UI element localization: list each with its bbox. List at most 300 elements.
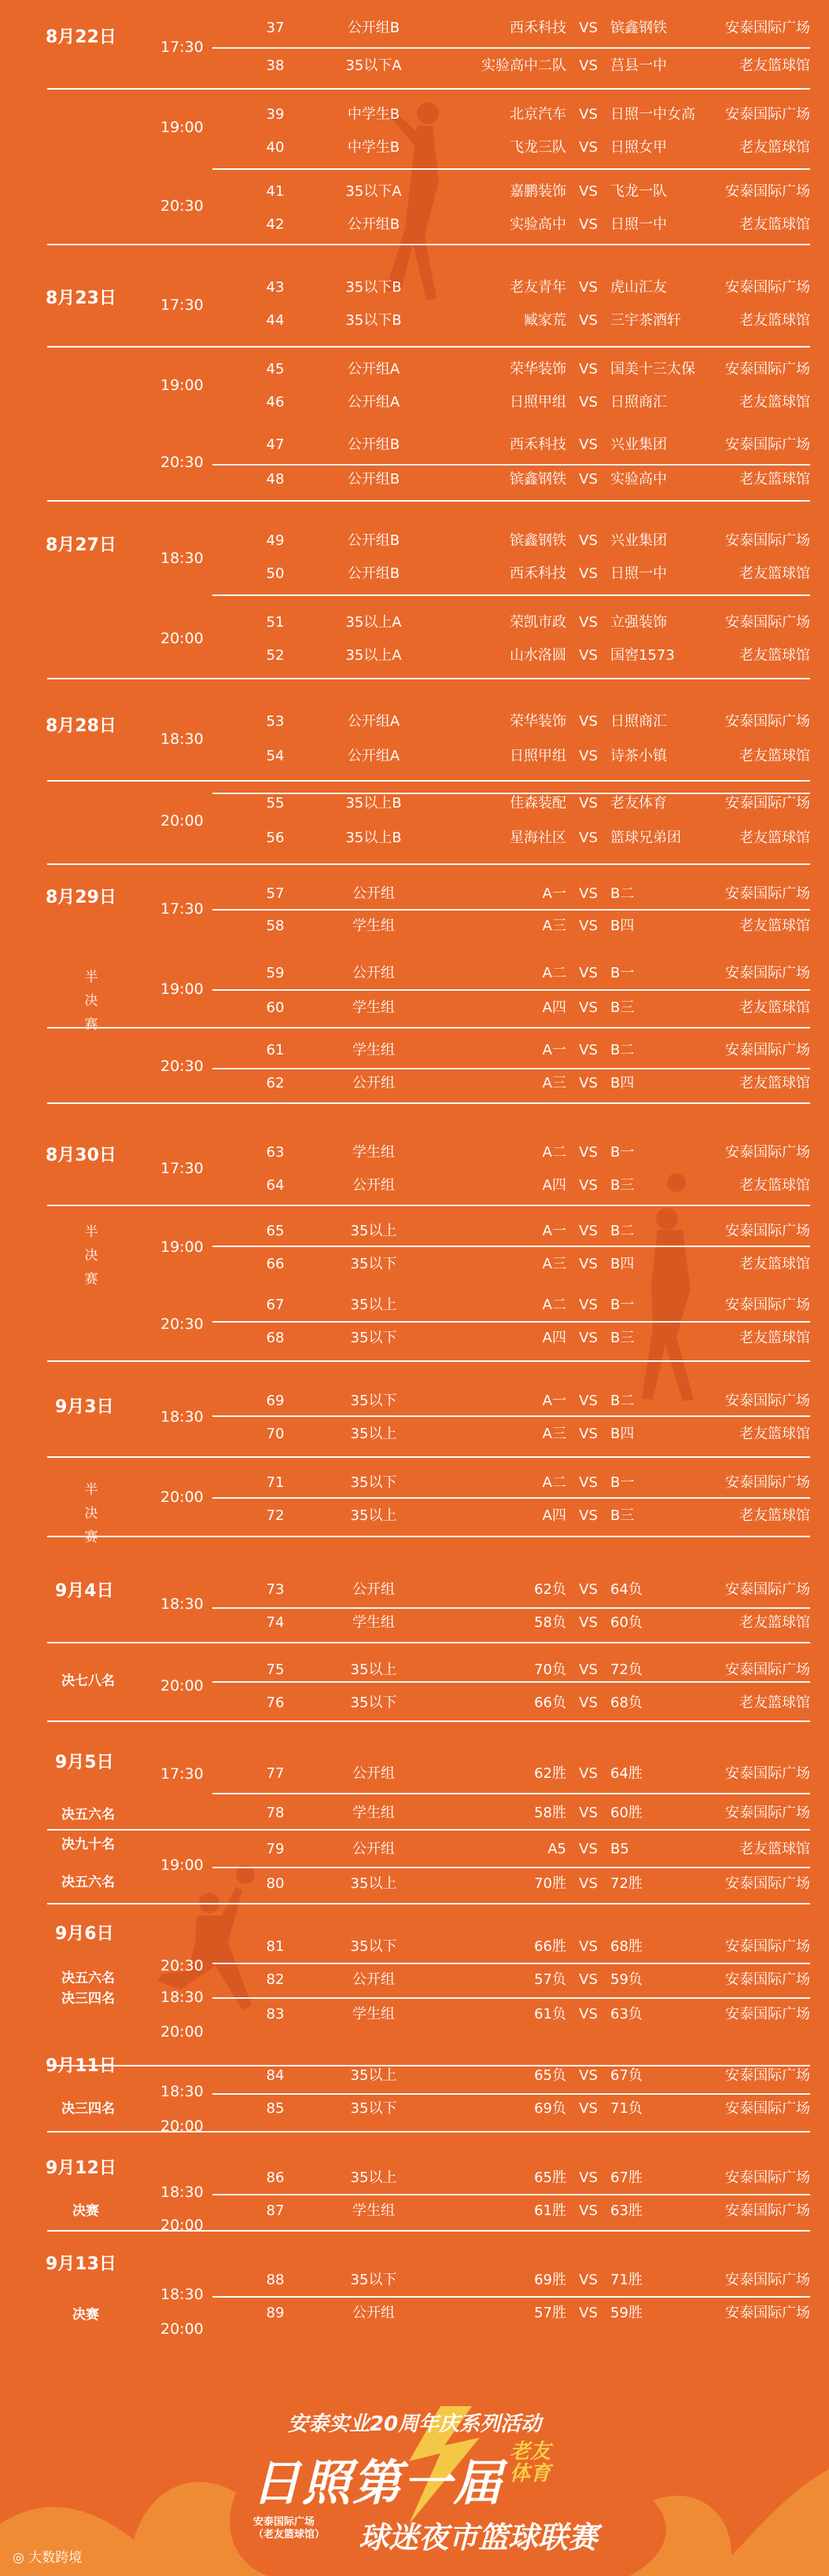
vs-label: VS xyxy=(579,532,598,549)
match-group: 35以上 xyxy=(350,1875,397,1892)
table-row xyxy=(260,272,810,304)
team-home: 西禾科技 xyxy=(510,20,566,36)
vs-label: VS xyxy=(579,1042,598,1058)
vs-label: VS xyxy=(579,2305,598,2321)
team-home: A一 xyxy=(542,885,566,902)
match-group: 35以下 xyxy=(350,2100,397,2117)
match-venue: 安泰国际广场 xyxy=(725,1971,810,1988)
row-divider xyxy=(212,1867,810,1868)
vs-label: VS xyxy=(579,1474,598,1491)
match-number: 52 xyxy=(266,647,285,664)
match-venue: 老友篮球馆 xyxy=(739,1256,810,1272)
team-home: 66负 xyxy=(534,1695,566,1711)
match-venue: 安泰国际广场 xyxy=(725,2100,810,2117)
match-number: 57 xyxy=(266,885,285,902)
table-row xyxy=(260,464,810,495)
match-number: 63 xyxy=(266,1144,285,1161)
match-venue: 安泰国际广场 xyxy=(725,2305,810,2321)
table-row xyxy=(260,2298,810,2329)
row-divider xyxy=(47,1536,810,1537)
team-away: 日照女甲 xyxy=(610,139,667,156)
match-time: 20:00 xyxy=(160,1677,204,1695)
team-home: A一 xyxy=(542,1042,566,1058)
vs-label: VS xyxy=(579,713,598,730)
match-time: 20:30 xyxy=(160,1957,204,1974)
match-group: 公开组A xyxy=(347,713,400,730)
team-away: 71胜 xyxy=(610,2272,643,2288)
match-venue: 安泰国际广场 xyxy=(725,361,810,377)
table-row xyxy=(260,558,810,590)
match-number: 54 xyxy=(266,748,285,764)
table-row xyxy=(260,354,810,385)
match-venue: 安泰国际广场 xyxy=(725,532,810,549)
match-number: 50 xyxy=(266,565,285,582)
team-home: 荣华装饰 xyxy=(510,361,566,377)
match-group: 公开组A xyxy=(347,394,400,410)
team-away: 日照一中女高 xyxy=(610,106,695,123)
vs-label: VS xyxy=(579,1223,598,1239)
match-date: 9月4日 xyxy=(55,1581,114,1601)
team-home: 西禾科技 xyxy=(510,436,566,453)
match-venue: 安泰国际广场 xyxy=(725,2006,810,2022)
match-group: 35以上 xyxy=(350,1662,397,1678)
team-home: 佳森装配 xyxy=(510,795,566,811)
match-time: 17:30 xyxy=(160,900,204,918)
row-divider xyxy=(212,1963,810,1964)
match-group: 35以上 xyxy=(350,1426,397,1442)
team-home: 57负 xyxy=(534,1971,566,1988)
match-time: 18:30 xyxy=(160,2083,204,2100)
match-group: 35以下 xyxy=(350,1256,397,1272)
match-number: 85 xyxy=(266,2100,285,2117)
match-number: 69 xyxy=(266,1393,285,1409)
table-row xyxy=(260,1137,810,1168)
vs-label: VS xyxy=(579,1875,598,1892)
table-row xyxy=(260,1323,810,1354)
venue-note xyxy=(253,2516,325,2541)
vs-label: VS xyxy=(579,139,598,156)
vs-label: VS xyxy=(579,1075,598,1091)
team-away: B一 xyxy=(610,1144,635,1161)
match-time: 20:30 xyxy=(160,454,204,471)
match-time: 20:00 xyxy=(160,2320,204,2338)
match-group: 35以上A xyxy=(345,614,402,631)
match-group: 学生组 xyxy=(352,2202,395,2219)
match-venue: 安泰国际广场 xyxy=(725,1042,810,1058)
match-venue: 老友篮球馆 xyxy=(739,1695,810,1711)
match-venue: 安泰国际广场 xyxy=(725,1581,810,1598)
team-away: 诗茶小镇 xyxy=(610,748,667,764)
vs-label: VS xyxy=(579,1765,598,1782)
match-venue: 安泰国际广场 xyxy=(725,1393,810,1409)
table-row xyxy=(260,2162,810,2194)
team-home: 66胜 xyxy=(534,1938,566,1955)
team-home: 58负 xyxy=(534,1614,566,1631)
vs-label: VS xyxy=(579,999,598,1016)
vs-label: VS xyxy=(579,106,598,123)
team-away: B四 xyxy=(610,1256,635,1272)
match-group: 35以上 xyxy=(350,1223,397,1239)
match-group: 学生组 xyxy=(352,1614,395,1631)
match-number: 77 xyxy=(266,1765,285,1782)
table-row xyxy=(260,1834,810,1865)
vs-label: VS xyxy=(579,1330,598,1346)
match-number: 47 xyxy=(266,436,285,453)
match-venue: 老友篮球馆 xyxy=(739,1177,810,1194)
row-divider xyxy=(212,168,810,170)
vs-label: VS xyxy=(579,20,598,36)
match-number: 45 xyxy=(266,361,285,377)
match-number: 79 xyxy=(266,1841,285,1857)
row-divider xyxy=(47,1102,810,1104)
team-home: 荣华装饰 xyxy=(510,713,566,730)
match-number: 66 xyxy=(266,1256,285,1272)
vs-label: VS xyxy=(579,1256,598,1272)
match-group: 学生组 xyxy=(352,2006,395,2022)
team-away: 68胜 xyxy=(610,1938,643,1955)
match-group: 学生组 xyxy=(352,1144,395,1161)
logo-icon: ◎ xyxy=(13,2550,29,2566)
match-number: 83 xyxy=(266,2006,285,2022)
team-away: 60胜 xyxy=(610,1805,643,1821)
match-group: 35以下A xyxy=(345,183,402,200)
match-venue: 老友篮球馆 xyxy=(739,1330,810,1346)
match-number: 49 xyxy=(266,532,285,549)
match-group: 35以下A xyxy=(345,57,402,74)
match-venue: 安泰国际广场 xyxy=(725,614,810,631)
team-away: 日照商汇 xyxy=(610,394,667,410)
team-away: 莒县一中 xyxy=(610,57,667,74)
team-home: A二 xyxy=(542,1144,566,1161)
table-row xyxy=(260,607,810,638)
match-number: 61 xyxy=(266,1042,285,1058)
match-group: 35以上 xyxy=(350,1507,397,1524)
table-row xyxy=(260,2195,810,2227)
team-home: 镔鑫钢铁 xyxy=(510,471,566,488)
row-divider xyxy=(47,500,810,502)
vs-label: VS xyxy=(579,1393,598,1409)
match-time: 20:30 xyxy=(160,1058,204,1075)
team-away: 59负 xyxy=(610,1971,643,1988)
match-venue: 安泰国际广场 xyxy=(725,885,810,902)
vs-label: VS xyxy=(579,216,598,233)
match-time: 20:30 xyxy=(160,197,204,215)
table-row xyxy=(260,99,810,131)
row-divider xyxy=(47,1027,810,1029)
event-subtitle: 安泰实业20周年庆系列活动 xyxy=(287,2412,542,2436)
team-home: 61胜 xyxy=(534,2202,566,2219)
match-time: 18:30 xyxy=(160,1408,204,1426)
match-venue: 老友篮球馆 xyxy=(739,1841,810,1857)
vs-label: VS xyxy=(579,183,598,200)
row-divider xyxy=(47,2065,810,2066)
table-row xyxy=(260,822,810,854)
table-row xyxy=(260,525,810,557)
vs-label: VS xyxy=(579,647,598,664)
row-divider xyxy=(47,244,810,245)
table-row xyxy=(260,1964,810,1996)
vs-label: VS xyxy=(579,1938,598,1955)
match-group: 35以上 xyxy=(350,1297,397,1313)
row-divider xyxy=(47,1456,810,1458)
team-home: 荣凯市政 xyxy=(510,614,566,631)
vs-label: VS xyxy=(579,1614,598,1631)
team-away: 虎山汇友 xyxy=(610,279,667,296)
match-group: 公开组 xyxy=(352,1075,395,1091)
vs-label: VS xyxy=(579,436,598,453)
table-row xyxy=(260,1467,810,1499)
stage-label-vertical: 半 决 赛 xyxy=(84,1482,98,1545)
row-divider xyxy=(212,2296,810,2298)
stage-label-vertical: 半 决 赛 xyxy=(84,970,98,1032)
table-row xyxy=(260,706,810,738)
team-away: 立强装饰 xyxy=(610,614,667,631)
team-home: 62胜 xyxy=(534,1765,566,1782)
team-away: B二 xyxy=(610,1223,635,1239)
team-away: 68负 xyxy=(610,1695,643,1711)
match-group: 35以上B xyxy=(345,795,402,811)
match-venue: 老友篮球馆 xyxy=(739,830,810,846)
watermark-logo xyxy=(13,2546,82,2566)
match-number: 86 xyxy=(266,2169,285,2186)
team-away: 三宇茶酒轩 xyxy=(610,312,681,329)
team-away: B四 xyxy=(610,918,635,934)
match-group: 公开组B xyxy=(347,471,400,488)
row-divider xyxy=(47,678,810,679)
vs-label: VS xyxy=(579,748,598,764)
match-group: 35以下 xyxy=(350,1938,397,1955)
vs-label: VS xyxy=(579,2100,598,2117)
match-date: 9月11日 xyxy=(46,2056,116,2076)
team-home: 57胜 xyxy=(534,2305,566,2321)
row-divider xyxy=(212,2194,810,2195)
vs-label: VS xyxy=(579,565,598,582)
match-number: 59 xyxy=(266,965,285,981)
match-venue: 安泰国际广场 xyxy=(725,20,810,36)
vs-label: VS xyxy=(579,2202,598,2219)
match-number: 89 xyxy=(266,2305,285,2321)
match-venue: 安泰国际广场 xyxy=(725,1223,810,1239)
match-number: 71 xyxy=(266,1474,285,1491)
row-divider xyxy=(212,1681,810,1683)
vs-label: VS xyxy=(579,471,598,488)
team-away: B二 xyxy=(610,885,635,902)
match-time: 19:00 xyxy=(160,1857,204,1874)
match-number: 65 xyxy=(266,1223,285,1239)
team-away: B三 xyxy=(610,1177,635,1194)
match-venue: 老友篮球馆 xyxy=(739,1507,810,1524)
team-home: 镔鑫钢铁 xyxy=(510,532,566,549)
row-divider xyxy=(212,1321,810,1323)
row-divider xyxy=(212,1068,810,1069)
team-home: 实验高中二队 xyxy=(481,57,566,74)
row-divider xyxy=(47,1360,810,1362)
match-number: 56 xyxy=(266,830,285,846)
row-divider xyxy=(47,1642,810,1643)
vs-label: VS xyxy=(579,1695,598,1711)
team-home: A二 xyxy=(542,965,566,981)
match-group: 公开组B xyxy=(347,565,400,582)
vs-label: VS xyxy=(579,394,598,410)
match-group: 学生组 xyxy=(352,999,395,1016)
match-venue: 安泰国际广场 xyxy=(725,1875,810,1892)
table-row xyxy=(260,1419,810,1450)
team-away: 72负 xyxy=(610,1662,643,1678)
match-time: 17:30 xyxy=(160,296,204,314)
match-venue: 老友篮球馆 xyxy=(739,1426,810,1442)
match-number: 48 xyxy=(266,471,285,488)
match-group: 公开组 xyxy=(352,885,395,902)
team-away: 镔鑫钢铁 xyxy=(610,20,667,36)
match-venue: 安泰国际广场 xyxy=(725,1805,810,1821)
stage-label-vertical: 半 决 赛 xyxy=(84,1224,98,1287)
match-time: 20:30 xyxy=(160,1316,204,1333)
match-date: 8月22日 xyxy=(46,28,116,47)
match-number: 38 xyxy=(266,57,285,74)
team-home: A三 xyxy=(542,918,566,934)
vs-label: VS xyxy=(579,830,598,846)
vs-label: VS xyxy=(579,1297,598,1313)
match-time: 18:30 xyxy=(160,1595,204,1613)
match-time: 20:00 xyxy=(160,1489,204,1506)
team-away: 兴业集团 xyxy=(610,436,667,453)
match-number: 55 xyxy=(266,795,285,811)
vs-label: VS xyxy=(579,2272,598,2288)
team-away: 兴业集团 xyxy=(610,532,667,549)
team-away: 日照一中 xyxy=(610,565,667,582)
brand-mark xyxy=(510,2441,551,2485)
match-number: 78 xyxy=(266,1805,285,1821)
match-group: 公开组A xyxy=(347,748,400,764)
row-divider xyxy=(212,594,810,596)
stage-label: 决三四名 xyxy=(61,2101,115,2117)
match-venue: 安泰国际广场 xyxy=(725,1474,810,1491)
table-row xyxy=(260,741,810,772)
match-number: 64 xyxy=(266,1177,285,1194)
team-away: B三 xyxy=(610,999,635,1016)
match-group: 公开组 xyxy=(352,1765,395,1782)
vs-label: VS xyxy=(579,2169,598,2186)
table-row xyxy=(260,1931,810,1963)
match-time: 20:00 xyxy=(160,2217,204,2234)
match-number: 82 xyxy=(266,1971,285,1988)
match-number: 87 xyxy=(266,2202,285,2219)
vs-label: VS xyxy=(579,312,598,329)
match-group: 公开组B xyxy=(347,216,400,233)
league-name: 球迷夜市篮球联赛 xyxy=(359,2520,599,2555)
vs-label: VS xyxy=(579,1426,598,1442)
vs-label: VS xyxy=(579,57,598,74)
table-row xyxy=(260,176,810,208)
match-group: 35以下 xyxy=(350,1330,397,1346)
match-group: 公开组B xyxy=(347,436,400,453)
vs-label: VS xyxy=(579,1581,598,1598)
venue-note-line-2: （老友篮球馆） xyxy=(253,2529,326,2541)
team-home: 臧家荒 xyxy=(524,312,566,329)
match-number: 70 xyxy=(266,1426,285,1442)
table-row xyxy=(260,429,810,461)
team-away: 国美十三太保 xyxy=(610,361,695,377)
match-venue: 安泰国际广场 xyxy=(725,2169,810,2186)
match-group: 35以下 xyxy=(350,1695,397,1711)
match-venue: 老友篮球馆 xyxy=(739,999,810,1016)
match-group: 35以上 xyxy=(350,2169,397,2186)
team-away: B三 xyxy=(610,1507,635,1524)
team-home: 61负 xyxy=(534,2006,566,2022)
match-group: 35以上B xyxy=(345,830,402,846)
match-time: 18:30 xyxy=(160,730,204,748)
match-time: 17:30 xyxy=(160,1765,204,1783)
match-venue: 安泰国际广场 xyxy=(725,1765,810,1782)
team-home: A一 xyxy=(542,1223,566,1239)
match-group: 学生组 xyxy=(352,1042,395,1058)
match-number: 53 xyxy=(266,713,285,730)
vs-label: VS xyxy=(579,965,598,981)
team-away: 飞龙一队 xyxy=(610,183,667,200)
match-number: 68 xyxy=(266,1330,285,1346)
row-divider xyxy=(212,464,810,466)
table-row xyxy=(260,1216,810,1247)
table-row xyxy=(260,305,810,337)
stage-label: 决七八名 xyxy=(61,1673,115,1689)
team-away: 72胜 xyxy=(610,1875,643,1892)
match-date: 9月13日 xyxy=(46,2254,116,2274)
team-home: 65胜 xyxy=(534,2169,566,2186)
row-divider xyxy=(47,863,810,865)
match-time: 19:00 xyxy=(160,1238,204,1256)
row-divider xyxy=(212,1997,810,1999)
table-row xyxy=(260,958,810,989)
match-time: 20:00 xyxy=(160,630,204,647)
match-group: 公开组B xyxy=(347,532,400,549)
table-row xyxy=(260,387,810,418)
row-divider xyxy=(212,1415,810,1417)
match-time: 17:30 xyxy=(160,1160,204,1177)
event-title: 日照第一届 xyxy=(252,2454,504,2512)
vs-label: VS xyxy=(579,1841,598,1857)
vs-label: VS xyxy=(579,1507,598,1524)
team-away: B一 xyxy=(610,1297,635,1313)
team-home: 58胜 xyxy=(534,1805,566,1821)
vs-label: VS xyxy=(579,1144,598,1161)
table-row xyxy=(260,1607,810,1639)
match-group: 公开组 xyxy=(352,1971,395,1988)
match-venue: 老友篮球馆 xyxy=(739,647,810,664)
team-home: A三 xyxy=(542,1256,566,1272)
row-divider xyxy=(212,1497,810,1499)
match-number: 75 xyxy=(266,1662,285,1678)
match-venue: 安泰国际广场 xyxy=(725,965,810,981)
row-divider xyxy=(212,47,810,49)
table-row xyxy=(260,1500,810,1532)
match-venue: 安泰国际广场 xyxy=(725,1297,810,1313)
table-row xyxy=(260,13,810,44)
team-away: 日照一中 xyxy=(610,216,667,233)
match-number: 81 xyxy=(266,1938,285,1955)
match-date: 8月23日 xyxy=(46,289,116,308)
match-number: 43 xyxy=(266,279,285,296)
match-number: 62 xyxy=(266,1075,285,1091)
match-venue: 安泰国际广场 xyxy=(725,1662,810,1678)
stage-label: 决五六名 xyxy=(61,1807,115,1823)
match-number: 40 xyxy=(266,139,285,156)
brand-line-1: 老友 xyxy=(510,2440,551,2464)
team-away: 日照商汇 xyxy=(610,713,667,730)
team-away: 64负 xyxy=(610,1581,643,1598)
row-divider xyxy=(212,1607,810,1609)
logo-text: 大数跨境 xyxy=(28,2550,83,2566)
stage-label: 决五六名 xyxy=(61,1875,115,1890)
